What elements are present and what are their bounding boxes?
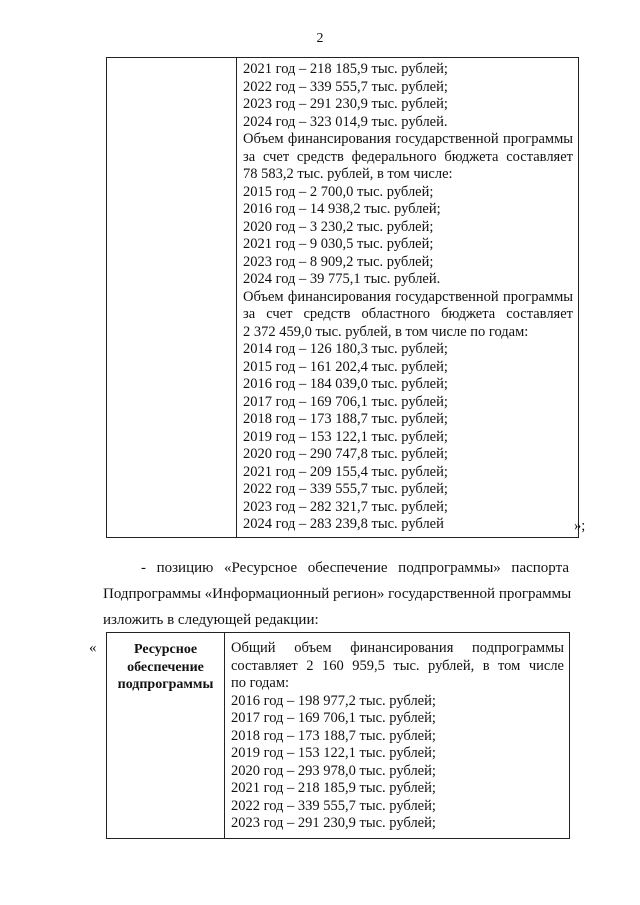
funding-line: 2016 год – 184 039,0 тыс. рублей; <box>243 376 448 392</box>
funding-line: 2015 год – 2 700,0 тыс. рублей; <box>243 183 434 200</box>
funding-line: 2021 год – 218 185,9 тыс. рублей; <box>243 61 448 77</box>
funding-line: 2015 год – 161 202,4 тыс. рублей; <box>243 358 448 375</box>
opening-quote: « <box>89 640 97 656</box>
funding-line: 2 372 459,0 тыс. рублей, в том числе по годам: <box>243 323 529 340</box>
funding-line: 2023 год – 282 321,7 тыс. рублей; <box>243 498 448 515</box>
funding-line: 2023 год – 8 909,2 тыс. рублей; <box>243 253 434 270</box>
funding-line: 2017 год – 169 706,1 тыс. рублей; <box>243 393 448 410</box>
funding-line: 2019 год – 153 122,1 тыс. рублей; <box>243 428 448 445</box>
paragraph-line: - позицию «Ресурсное обеспечение подпрограммы» паспорта <box>141 560 569 576</box>
empty-label-cell <box>107 58 237 537</box>
page-number: 2 <box>316 31 324 46</box>
funding-line: 2014 год – 126 180,3 тыс. рублей; <box>243 341 448 357</box>
heading-line: подпрограммы <box>117 677 214 692</box>
closing-quote: »; <box>574 518 586 534</box>
funding-line: по годам: <box>231 675 290 691</box>
amendment-paragraph <box>103 555 572 633</box>
funding-line: 2023 год – 291 230,9 тыс. рублей; <box>231 815 436 831</box>
funding-line: 2019 год – 153 122,1 тыс. рублей; <box>231 745 436 761</box>
funding-line: 2021 год – 9 030,5 тыс. рублей; <box>243 236 434 252</box>
funding-line: 2022 год – 339 555,7 тыс. рублей; <box>243 78 448 95</box>
funding-line: 2022 год – 339 555,7 тыс. рублей; <box>231 797 436 814</box>
funding-line: 2023 год – 291 230,9 тыс. рублей; <box>243 96 448 112</box>
funding-line: 2018 год – 173 188,7 тыс. рублей; <box>243 411 448 427</box>
funding-line: 2018 год – 173 188,7 тыс. рублей; <box>231 727 436 744</box>
label-cell <box>107 633 225 838</box>
funding-line: Объем финансирования государственной программы <box>243 288 573 305</box>
funding-line: за счет средств федерального бюджета составляет <box>243 148 573 165</box>
funding-line: Общий объем финансирования подпрограммы <box>231 640 564 656</box>
funding-line: 2024 год – 39 775,1 тыс. рублей. <box>243 271 441 287</box>
funding-line: 2020 год – 3 230,2 тыс. рублей; <box>243 218 434 235</box>
funding-details-cell <box>231 640 564 833</box>
heading-line: Ресурсное <box>133 642 198 657</box>
funding-table-continued <box>106 57 579 538</box>
heading-line: обеспечение <box>127 659 204 675</box>
funding-line: составляет 2 160 959,5 тыс. рублей, в том числе <box>231 657 564 674</box>
paragraph-line: Подпрограммы «Информационный регион» государственной программы <box>103 586 572 602</box>
funding-line: 78 583,2 тыс. рублей, в том числе: <box>243 166 453 182</box>
funding-line: за счет средств областного бюджета составляет <box>243 306 573 322</box>
funding-details-cell <box>243 61 573 534</box>
row-heading <box>107 641 224 694</box>
funding-line: 2022 год – 339 555,7 тыс. рублей; <box>243 481 448 497</box>
funding-line: 2016 год – 198 977,2 тыс. рублей; <box>231 692 436 709</box>
funding-line: 2021 год – 209 155,4 тыс. рублей; <box>243 463 448 480</box>
funding-line: 2024 год – 283 239,8 тыс. рублей <box>243 516 444 532</box>
funding-line: 2020 год – 290 747,8 тыс. рублей; <box>243 446 448 462</box>
funding-line: 2016 год – 14 938,2 тыс. рублей; <box>243 201 441 217</box>
funding-line: 2020 год – 293 978,0 тыс. рублей; <box>231 762 436 779</box>
paragraph-line: изложить в следующей редакции: <box>103 612 319 628</box>
subprogram-resource-table <box>106 632 570 839</box>
funding-line: 2024 год – 323 014,9 тыс. рублей. <box>243 113 448 130</box>
funding-line: 2017 год – 169 706,1 тыс. рублей; <box>231 710 436 726</box>
funding-line: 2021 год – 218 185,9 тыс. рублей; <box>231 780 436 796</box>
funding-line: Объем финансирования государственной программы <box>243 131 573 147</box>
